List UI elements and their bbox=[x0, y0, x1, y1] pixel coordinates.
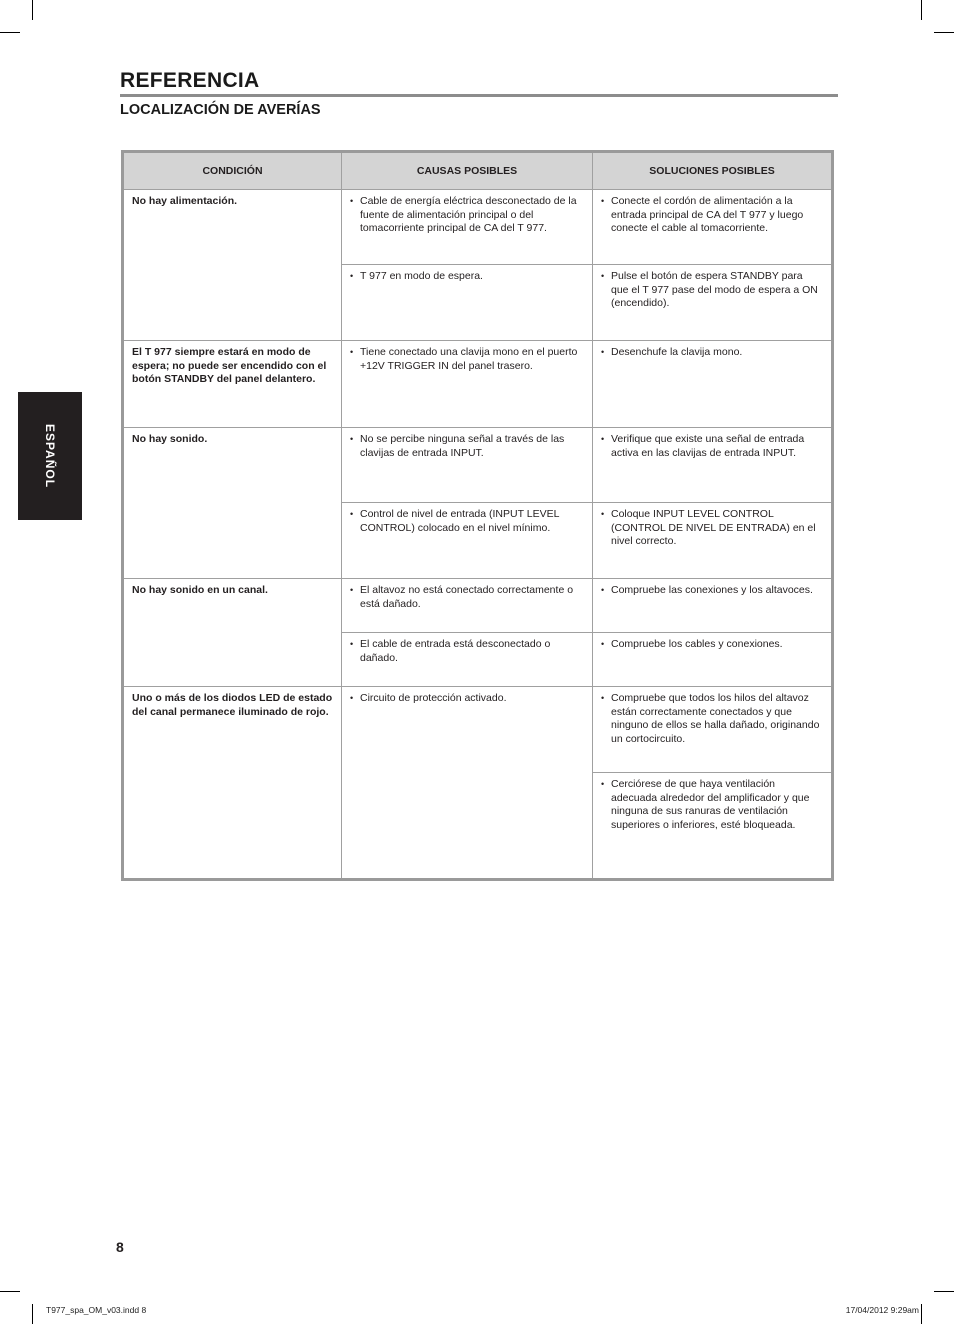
solution-cell: • Compruebe los cables y conexiones. bbox=[593, 633, 833, 687]
page-title: REFERENCIA bbox=[120, 69, 260, 92]
crop-mark bbox=[32, 0, 33, 20]
cause-cell: • El cable de entrada está desconectado o dañado. bbox=[342, 633, 593, 687]
column-header-solutions: SOLUCIONES POSIBLES bbox=[593, 152, 833, 190]
condition-cell: No hay sonido en un canal. bbox=[123, 579, 342, 687]
condition-cell: No hay sonido. bbox=[123, 428, 342, 579]
solution-cell: • Coloque INPUT LEVEL CONTROL (CONTROL DE NIVEL DE ENTRADA) en el nivel correcto. bbox=[593, 503, 833, 579]
crop-mark bbox=[32, 1304, 33, 1324]
solution-cell: • Compruebe las conexiones y los altavoces. bbox=[593, 579, 833, 633]
crop-mark bbox=[0, 1291, 20, 1292]
table-row bbox=[123, 428, 833, 503]
section-title: LOCALIZACIÓN DE AVERÍAS bbox=[120, 102, 321, 118]
table-row bbox=[123, 190, 833, 265]
troubleshooting-table bbox=[121, 150, 834, 881]
crop-mark bbox=[934, 1291, 954, 1292]
cause-cell: • No se percibe ninguna señal a través de las clavijas de entrada INPUT. bbox=[342, 428, 593, 503]
solution-cell: • Conecte el cordón de alimentación a la entrada principal de CA del T 977 y luego conecte el cable al tomacorriente. bbox=[593, 190, 833, 265]
title-rule bbox=[120, 94, 838, 97]
cause-cell: • Control de nivel de entrada (INPUT LEVEL CONTROL) colocado en el nivel mínimo. bbox=[342, 503, 593, 579]
cause-cell: • T 977 en modo de espera. bbox=[342, 265, 593, 341]
cause-cell: • Cable de energía eléctrica desconectado de la fuente de alimentación principal o del tomacorriente principal de CA del T 977. bbox=[342, 190, 593, 265]
solution-cell: • Desenchufe la clavija mono. bbox=[593, 341, 833, 428]
crop-mark bbox=[921, 1304, 922, 1324]
table-row bbox=[123, 341, 833, 428]
date-slug: 17/04/2012 9:29am bbox=[845, 1305, 919, 1315]
crop-mark bbox=[934, 32, 954, 33]
page-number: 8 bbox=[116, 1239, 124, 1255]
condition-cell: Uno o más de los diodos LED de estado del canal permanece iluminado de rojo. bbox=[123, 687, 342, 880]
crop-mark bbox=[0, 32, 20, 33]
table-row bbox=[123, 687, 833, 773]
cause-cell: • El altavoz no está conectado correctamente o está dañado. bbox=[342, 579, 593, 633]
language-tab bbox=[18, 392, 82, 520]
solution-cell: • Compruebe que todos los hilos del altavoz están correctamente conectados y que ninguno de ellos se halla dañado, originando un cortocircuito. bbox=[593, 687, 833, 773]
column-header-condition: CONDICIÓN bbox=[123, 152, 342, 190]
file-slug: T977_spa_OM_v03.indd 8 bbox=[46, 1305, 147, 1315]
language-tab-label: ESPAÑOL bbox=[43, 423, 57, 489]
table-row bbox=[123, 579, 833, 633]
column-header-causes: CAUSAS POSIBLES bbox=[342, 152, 593, 190]
solution-cell: • Pulse el botón de espera STANDBY para que el T 977 pase del modo de espera a ON (encendido). bbox=[593, 265, 833, 341]
solution-cell: • Verifique que existe una señal de entrada activa en las clavijas de entrada INPUT. bbox=[593, 428, 833, 503]
cause-cell: • Circuito de protección activado. bbox=[342, 687, 593, 880]
condition-cell: El T 977 siempre estará en modo de espera; no puede ser encendido con el botón STANDBY del panel delantero. bbox=[123, 341, 342, 428]
condition-cell: No hay alimentación. bbox=[123, 190, 342, 341]
cause-cell: • Tiene conectado una clavija mono en el puerto +12V TRIGGER IN del panel trasero. bbox=[342, 341, 593, 428]
crop-mark bbox=[921, 0, 922, 20]
solution-cell: • Cerciórese de que haya ventilación adecuada alrededor del amplificador y que ninguna de sus ranuras de ventilación superiores o inferiores, esté bloqueada. bbox=[593, 773, 833, 880]
table-header-row bbox=[123, 152, 833, 190]
